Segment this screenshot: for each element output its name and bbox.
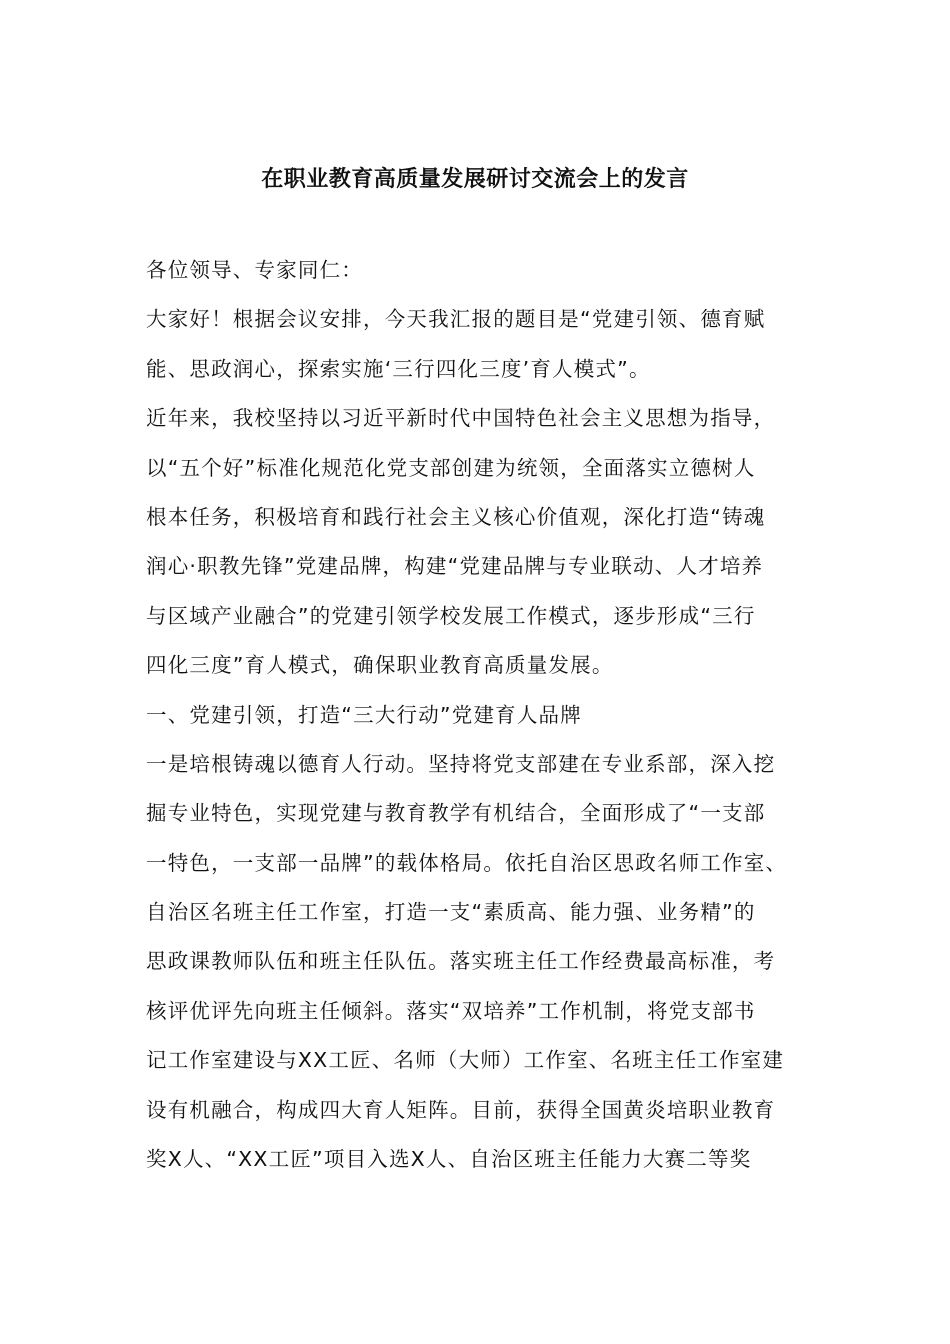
salutation: 各位领导、专家同仁： — [146, 258, 363, 282]
paragraph-line: 根本任务，积极培育和践行社会主义核心价值观，深化打造“铸魂 — [146, 504, 766, 529]
paragraph-line: 与区域产业融合”的党建引领学校发展工作模式，逐步形成“三行 — [146, 603, 756, 628]
paragraph-line: 设有机融合，构成四大育人矩阵。目前，获得全国黄炎培职业教育 — [146, 1097, 776, 1122]
paragraph-line: 思政课教师队伍和班主任队伍。落实班主任工作经费最高标准，考 — [146, 949, 776, 974]
paragraph-line: 核评优评先向班主任倾斜。落实“双培养”工作机制，将党支部书 — [146, 998, 756, 1023]
paragraph-line: 以“五个好”标准化规范化党支部创建为统领，全面落实立德树人 — [146, 455, 756, 480]
section-heading: 一、党建引领，打造“三大行动”党建育人品牌 — [146, 702, 582, 727]
paragraph-line: 一是培根铸魂以德育人行动。坚持将党支部建在专业系部，深入挖 — [146, 751, 776, 776]
document-title: 在职业教育高质量发展研讨交流会上的发言 — [261, 167, 689, 192]
paragraph-line: 一特色，一支部一品牌”的载体格局。依托自治区思政名师工作室、 — [146, 850, 788, 875]
paragraph-line: 四化三度”育人模式，确保职业教育高质量发展。 — [146, 653, 614, 678]
paragraph-line: 能、思政润心，探索实施‘三行四化三度’育人模式”。 — [146, 356, 651, 381]
document-body — [146, 255, 816, 1193]
paragraph-line: 近年来，我校坚持以习近平新时代中国特色社会主义思想为指导， — [146, 406, 776, 431]
paragraph-line: 润心·职教先锋”党建品牌，构建“党建品牌与专业联动、人才培养 — [146, 554, 764, 579]
paragraph-line: 大家好！根据会议安排，今天我汇报的题目是“党建引领、德育赋 — [146, 307, 766, 332]
paragraph-line: 自治区名班主任工作室，打造一支“素质高、能力强、业务精”的 — [146, 900, 756, 925]
paragraph-line: 记工作室建设与XX工匠、名师（大师）工作室、名班主任工作室建 — [146, 1048, 785, 1073]
paragraph-line: 奖X人、“XX工匠”项目入选X人、自治区班主任能力大赛二等奖 — [146, 1147, 752, 1172]
paragraph-line: 掘专业特色，实现党建与教育教学有机结合，全面形成了“一支部 — [146, 801, 766, 826]
